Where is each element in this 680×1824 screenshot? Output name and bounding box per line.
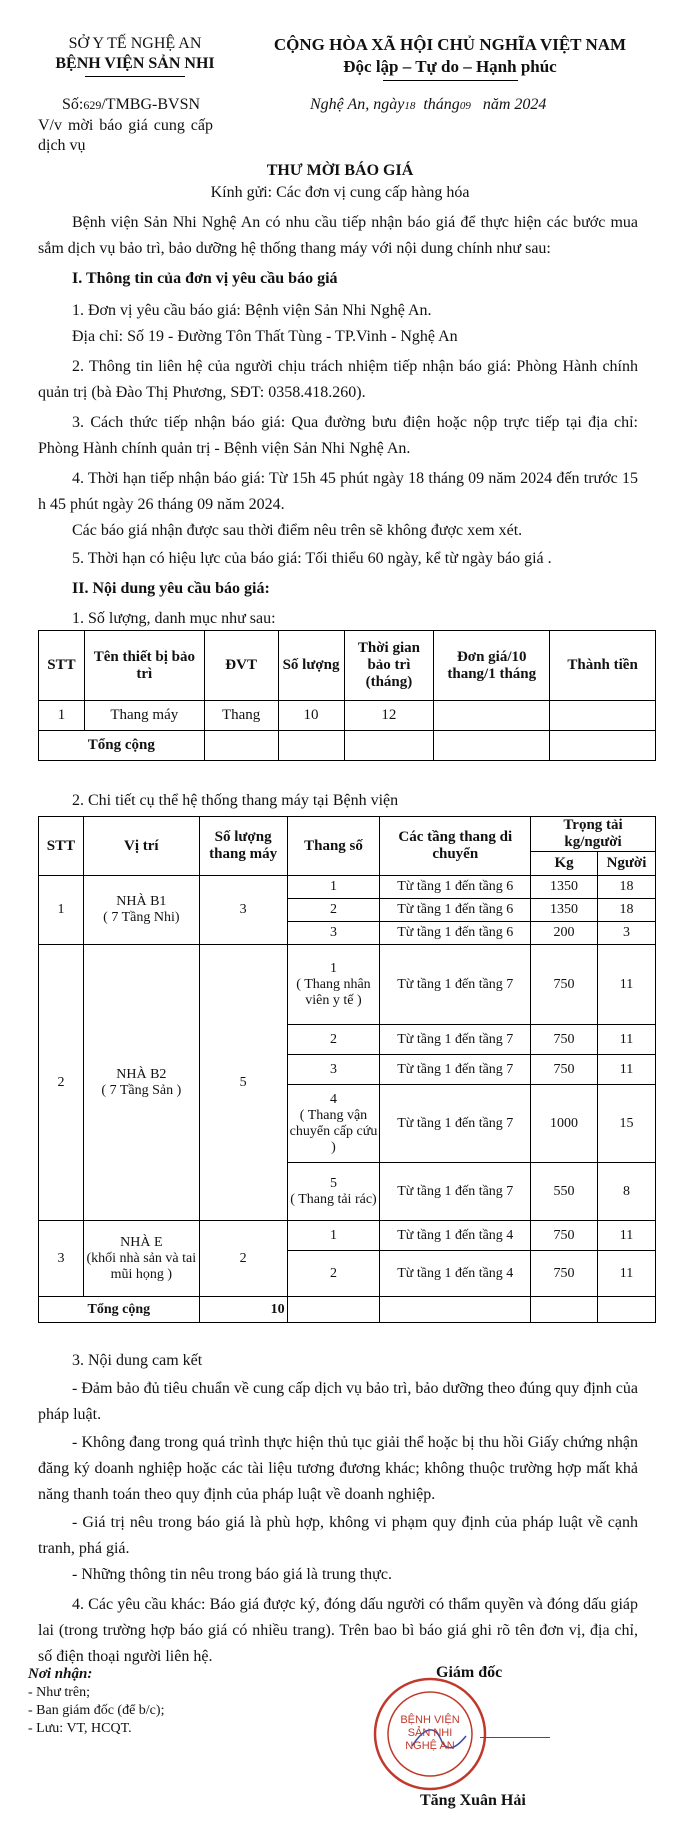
addressee: Kính gửi: Các đơn vị cung cấp hàng hóa [210,184,470,201]
s2-sub1: 1. Số lượng, danh mục như sau: [72,610,276,627]
s1-item3: 3. Cách thức tiếp nhận báo giá: Qua đường bưu điện hoặc nộp trực tiếp tại địa chỉ: Phòng Hành chính quản trị - Bệnh viện Sản Nhi Nghệ An. [38,414,638,457]
table-total-row: Tổng cộng [39,731,656,761]
org-name: BỆNH VIỆN SẢN NHI [55,55,215,72]
col-qty: Số lượng [278,631,344,701]
motto-underline [383,80,518,81]
col-amount: Thành tiền [550,631,656,701]
s1-address: Địa chỉ: Số 19 - Đường Tôn Thất Tùng - TP.Vinh - Nghệ An [72,328,458,345]
org-underline [85,76,185,77]
signature-stroke [480,1737,550,1738]
section2-heading: II. Nội dung yêu cầu báo giá: [72,580,270,597]
s2-sub3: 3. Nội dung cam kết [72,1352,203,1369]
date-line: Nghệ An, ngày18 tháng09 năm 2024 [310,96,547,113]
right-header [255,34,645,78]
table-header-subrow: Kg Người [39,852,656,876]
doc-title: THƯ MỜI BÁO GIÁ [266,162,414,179]
section1-heading: I. Thông tin của đơn vị yêu cầu báo giá [72,270,338,287]
col-duration: Thời gian bảo trì (tháng) [344,631,434,701]
s2-sub4: 4. Các yêu cầu khác: Báo giá được ký, đóng dấu người có thẩm quyền và đóng dấu giáp lai (trong trường hợp báo giá có nhiều trang). Trên bao bì báo giá ghi rõ tên đơn vị, địa chỉ, số điện thoại người liên hệ. [38,1596,638,1665]
recipient-item: - Như trên; [28,1685,91,1700]
official-stamp: BỆNH VIỆN SẢN NHI NGHỆ AN [372,1676,488,1792]
recipients-title: Nơi nhận: [28,1666,93,1682]
commitment-1: - Đảm bảo đủ tiêu chuẩn về cung cấp dịch vụ bảo trì, bảo dưỡng theo đúng quy định của pháp luật. [38,1380,638,1423]
signer-title: Giám đốc [436,1664,503,1681]
subject-line: V/v mời báo giá cung cấp dịch vụ [38,117,213,154]
table-row: 1 Thang máy Thang 10 12 [39,701,656,731]
s1-item2: 2. Thông tin liên hệ của người chịu trách nhiệm tiếp nhận báo giá: Phòng Hành chính quản trị (bà Đào Thị Phương, SĐT: 0358.418.260). [38,358,638,401]
commitment-3: - Giá trị nêu trong báo giá là phù hợp, không vi phạm quy định của pháp luật về cạnh tranh, phá giá. [38,1514,638,1557]
table-header-row: STT Vị trí Số lượng thang máy Thang số Các tầng thang di chuyển Trọng tải kg/người [39,817,656,852]
table-row: 3 NHÀ E (khối nhà sản và tai mũi họng ) 2 1 Từ tầng 1 đến tầng 4 750 11 [39,1221,656,1251]
table-row: 2 Từ tầng 1 đến tầng 7 750 11 [39,1025,656,1055]
col-device: Tên thiết bị bảo trì [84,631,204,701]
col-unit-price: Đơn giá/10 thang/1 tháng [434,631,550,701]
s1-item5: 5. Thời hạn có hiệu lực của báo giá: Tối thiểu 60 ngày, kể từ ngày báo giá . [72,550,552,567]
national-motto: Độc lập – Tự do – Hạnh phúc [343,57,557,76]
table-row: 4 ( Thang vận chuyển cấp cứu ) Từ tầng 1 đến tầng 7 1000 15 [39,1085,656,1163]
table-row: 1 NHÀ B1 ( 7 Tầng Nhi) 3 1 Từ tầng 1 đến tầng 6 1350 18 [39,876,656,899]
commitment-4: - Những thông tin nêu trong báo giá là trung thực. [72,1566,392,1583]
s2-sub2: 2. Chi tiết cụ thể hệ thống thang máy tại Bệnh viện [72,792,399,809]
table-row: 2 NHÀ B2 ( 7 Tầng Sản ) 5 1 ( Thang nhân viên y tế ) Từ tầng 1 đến tầng 7 750 11 [39,945,656,1025]
table-total-row: Tổng cộng 10 [39,1297,656,1323]
table-row: 5 ( Thang tải rác) Từ tầng 1 đến tầng 7 550 8 [39,1163,656,1221]
s1-item4: 4. Thời hạn tiếp nhận báo giá: Từ 15h 45 phút ngày 18 tháng 09 năm 2024 đến trước 15 h 45 phút ngày 26 tháng 09 năm 2024. [38,470,638,513]
col-unit: ĐVT [204,631,278,701]
col-stt: STT [39,631,85,701]
table-header-row [39,631,656,701]
table-row: 2 Từ tầng 1 đến tầng 6 1350 18 [39,899,656,922]
elevator-table [38,816,656,1323]
intro-paragraph: Bệnh viện Sản Nhi Nghệ An có nhu cầu tiếp nhận báo giá để thực hiện các bước mua sắm dịch vụ bảo trì, bảo dưỡng hệ thống thang máy với nội dung chính như sau: [38,214,638,257]
recipient-item: - Lưu: VT, HCQT. [28,1721,132,1736]
org-parent: SỞ Y TẾ NGHỆ AN [68,35,202,52]
s1-item1: 1. Đơn vị yêu cầu báo giá: Bệnh viện Sản Nhi Nghệ An. [72,302,432,319]
table-row: 3 Từ tầng 1 đến tầng 7 750 11 [39,1055,656,1085]
national-title: CỘNG HÒA XÃ HỘI CHỦ NGHĨA VIỆT NAM [273,35,627,54]
recipients-list [28,1684,164,1738]
commitment-2: - Không đang trong quá trình thực hiện thủ tục giải thể hoặc bị thu hồi Giấy chứng nhận đăng ký doanh nghiệp hoặc các tài liệu tương đương khác; không thuộc trường hợp mất khả năng thanh toán theo quy định của pháp luật về doanh nghiệp. [38,1434,638,1503]
table-row: 3 Từ tầng 1 đến tầng 6 200 3 [39,922,656,945]
signer-name: Tăng Xuân Hải [420,1792,526,1809]
s1-item4-note: Các báo giá nhận được sau thời điểm nêu trên sẽ không được xem xét. [72,522,523,539]
doc-number: Số:629/TMBG-BVSN [62,96,201,113]
table-row: 2 Từ tầng 1 đến tầng 4 750 11 [39,1251,656,1297]
quantity-table [38,630,656,761]
left-header [40,34,230,74]
recipient-item: - Ban giám đốc (để b/c); [28,1703,165,1718]
